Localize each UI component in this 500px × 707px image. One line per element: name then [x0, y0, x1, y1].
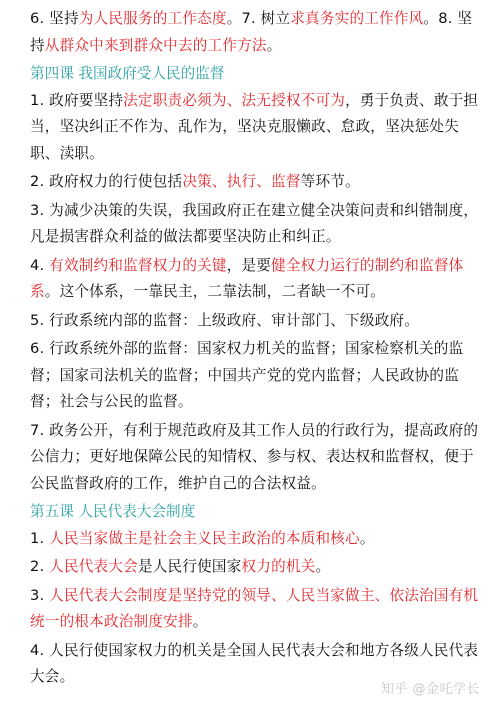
text-segment: 。 [359, 529, 375, 547]
text-segment: 是人民行使国家 [137, 558, 242, 575]
document-body [30, 6, 484, 693]
text-segment: 等环节。 [300, 173, 360, 190]
paragraph [30, 308, 484, 335]
text-segment: 。8. 坚持 [30, 10, 473, 54]
text-segment: 3. 为减少决策的失误，我国政府正在建立健全决策问责和纠错制度，凡是损害群众利益的做法都要坚决防止和纠正。 [30, 201, 479, 245]
text-segment: 。 [192, 613, 208, 630]
paragraph [30, 169, 484, 196]
text-segment: 。7. 树立 [226, 10, 291, 27]
highlighted-text: 为人民服务的工作态度 [78, 10, 227, 27]
paragraph [30, 554, 484, 581]
text-segment: 2. [30, 558, 50, 575]
text-segment: 。 [315, 558, 331, 575]
watermark: 知乎 @金吒学长 [380, 682, 480, 697]
highlighted-text: 决策、执行、监督 [182, 173, 301, 190]
highlighted-text: 健全权力运行的制约和监督体系 [30, 256, 464, 300]
highlighted-text: 有效制约和监督权力的关键 [49, 256, 227, 274]
paragraph [30, 336, 484, 416]
text-segment: 1. 政府要坚持 [30, 91, 124, 109]
paragraph [30, 88, 484, 168]
text-segment: 3. [30, 586, 50, 604]
section-heading: 第五课 人民代表大会制度 [30, 503, 196, 520]
text-segment: 。这个体系，一靠民主，二靠法制，二者缺一不可。 [44, 283, 386, 300]
text-segment: ，是要 [226, 256, 272, 274]
paragraph [30, 6, 484, 59]
text-segment: 4. [30, 256, 50, 274]
text-segment: 。 [266, 36, 282, 54]
paragraph [30, 526, 484, 553]
paragraph [30, 583, 484, 636]
text-segment: 4. 人民行使国家权力的机关是全国人民代表大会和地方各级人民代表大会。 [30, 641, 479, 685]
highlighted-text: 人民代表大会 [49, 558, 138, 575]
text-segment: ，勇于负责、敢于担当，坚决纠正不作为、乱作为，坚决克服懒政、怠政，坚决惩处失职、渎职。 [30, 91, 479, 162]
paragraph [30, 253, 484, 306]
text-segment: 5. 行政系统内部的监督：上级政府、审计部门、下级政府。 [30, 311, 420, 329]
text-segment: 6. 坚持 [30, 10, 79, 27]
section-heading: 第四课 我国政府受人民的监督 [30, 65, 225, 82]
text-segment: 1. [30, 529, 50, 547]
highlighted-text: 人民代表大会制度是坚持党的领导、人民当家做主、依法治国有机统一的根本政治制度安排 [30, 586, 479, 630]
highlighted-text: 求真务实的工作作风 [290, 10, 424, 27]
text-segment: 2. 政府权力的行使包括 [30, 173, 183, 190]
text-segment: 7. 政务公开，有利于规范政府及其工作人员的行政行为，提高政府的公信力；更好地保障公民的知情权、参与权、表达权和监督权，便于公民监督政府的工作，维护自己的合法权益。 [30, 421, 479, 492]
text-segment: 6. 行政系统外部的监督：国家权力机关的监督；国家检察机关的监督；国家司法机关的监督；中国共产党的党内监督；人民政协的监督；社会与公民的监督。 [30, 340, 464, 410]
highlighted-text: 从群众中来到群众中去的工作方法 [44, 36, 267, 54]
highlighted-text: 人民当家做主是社会主义民主政治的本质和核心 [49, 529, 360, 547]
highlighted-text: 法定职责必须为、法无授权不可为 [123, 91, 346, 109]
highlighted-text: 权力的机关 [241, 558, 316, 575]
paragraph [30, 198, 484, 251]
paragraph [30, 418, 484, 498]
